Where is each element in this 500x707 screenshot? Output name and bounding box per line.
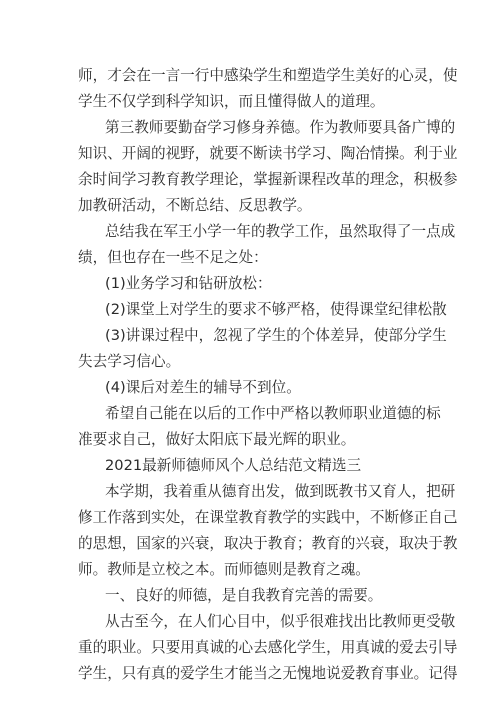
text-line: 从古至今，在人们心目中，似乎很难找出比教师更受敬 [105,613,456,630]
text-line: 师。教师是立校之本。而师德则是教育之魂。 [78,561,370,578]
text-line: 师，才会在一言一行中感染学生和塑造学生美好的心灵，使 [78,67,458,84]
text-line: 失去学习信心。 [78,353,181,370]
text-line: (2)课堂上对学生的要求不够严格，使得课堂纪律松散 [105,301,447,318]
text-line: 余时间学习教育教学理论，掌握新课程改革的理念，积极参 [78,171,458,188]
text-line: 总结我在军王小学一年的教学工作，虽然取得了一点成 [105,223,456,240]
section-title: 2021最新师德师风个人总结范文精选三 [105,457,362,474]
text-line: (4)课后对差生的辅导不到位。 [105,379,301,396]
text-line: 准要求自己，做好太阳底下最光辉的职业。 [78,431,356,448]
text-line: 加教研活动，不断总结、反思教学。 [78,197,312,214]
text-line: 一、良好的师德，是自我教育完善的需要。 [105,587,383,604]
text-line: 本学期，我着重从德育出发，做到既教书又育人，把研 [105,483,456,500]
text-line: 的思想，国家的兴衰，取决于教育；教育的兴衰，取决于教 [78,535,458,552]
text-line: 重的职业。只要用真诚的心去感化学生，用真诚的爱去引导 [78,639,458,656]
text-line: 知识、开阔的视野，就要不断读书学习、陶冶情操。利于业 [78,145,458,162]
text-line: 学生，只有真的爱学生才能当之无愧地说爱教育事业。记得 [78,665,458,682]
text-line: 第三教师要勤奋学习修身养德。作为教师要具备广博的 [105,119,456,136]
text-line: 希望自己能在以后的工作中严格以教师职业道德的标 [105,405,441,422]
text-line: (3)讲课过程中，忽视了学生的个体差异，使部分学生 [105,327,447,344]
text-line: (1)业务学习和钻研放松： [105,275,272,292]
text-line: 学生不仅学到科学知识，而且懂得做人的道理。 [78,93,385,110]
text-line: 绩，但也存在一些不足之处： [78,249,268,266]
text-line: 修工作落到实处，在课堂教育教学的实践中，不断修正自己 [78,509,458,526]
